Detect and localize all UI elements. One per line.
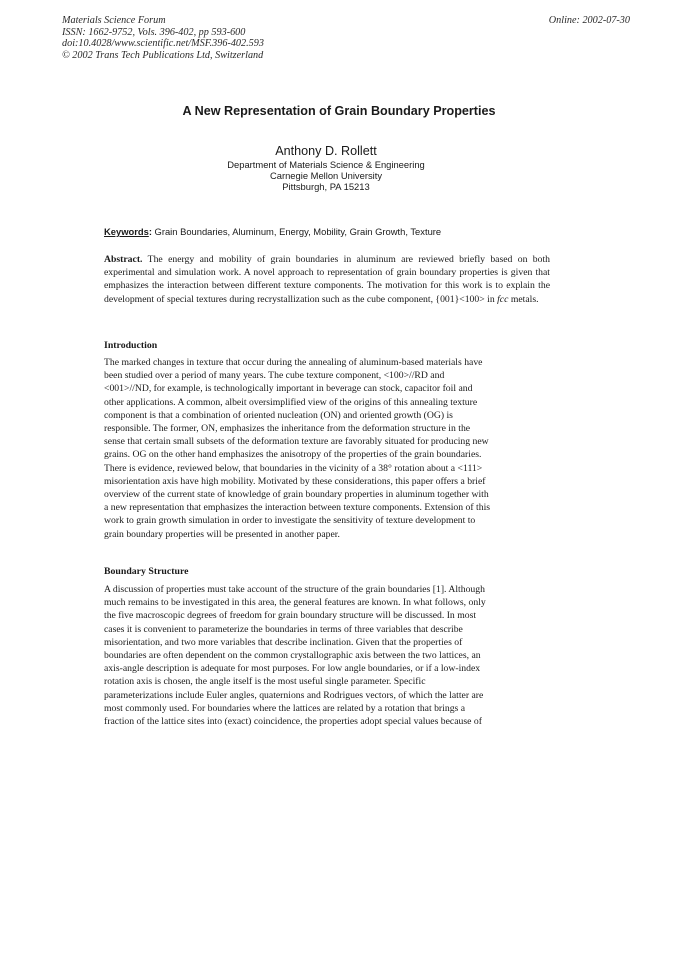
text-line: a new representation that emphasizes the interaction between texture components. Extension of this	[104, 502, 491, 514]
introduction-body	[104, 356, 550, 541]
text-line: boundaries are often dependent on the common crystallographic axis between the two lattices, an	[104, 650, 481, 662]
keywords-separator: :	[148, 226, 152, 237]
abstract	[104, 253, 550, 306]
text-line: misorientation, and two more variables that describe inclination. Given that the properties of	[104, 636, 463, 648]
affiliation-university: Carnegie Mellon University	[269, 170, 383, 182]
journal-header	[62, 15, 264, 61]
text-line: There is evidence, reviewed below, that boundaries in the vicinity of a 38° rotation about a <111>	[104, 462, 483, 474]
text-line: component is that a combination of oriented nucleation (ON) and oriented growth (OG) is	[104, 409, 453, 421]
text-line: overview of the current state of knowledge of grain boundary properties in aluminum together with	[104, 489, 489, 501]
text-line: misorientation axis have high mobility. Motivated by these considerations, this paper offers a brief	[104, 475, 486, 487]
text-line: fraction of the lattice sites into (exact) coincidence, the properties adopt special values because of	[104, 716, 482, 728]
text-line: grains. OG on the other hand emphasizes the anisotropy of the properties of the grain boundaries.	[104, 449, 482, 461]
author-name: Anthony D. Rollett	[275, 144, 377, 158]
abstract-fcc: fcc	[497, 293, 509, 305]
text-line: <001>//ND, for example, is technologically important in beverage can stock, capacitor foil and	[104, 383, 473, 395]
text-line: axis-angle description is adequate for most purposes. For low angle boundaries, or if a low-index	[104, 663, 481, 675]
journal-issn: ISSN: 1662-9752, Vols. 396-402, pp 593-600	[62, 26, 246, 38]
text-line: much remains to be investigated in this area, the general features are known. In what follows, only	[104, 597, 486, 609]
affiliation-address: Pittsburgh, PA 15213	[282, 181, 370, 193]
journal-doi[interactable]: doi:10.4028/www.scientific.net/MSF.396-402.593	[62, 38, 264, 50]
text-line: rotation axis is chosen, the angle itself is the most useful single parameter. Specific	[104, 676, 426, 688]
text-line: A discussion of properties must take account of the structure of the grain boundaries [1]. Although	[104, 584, 485, 595]
abstract-text: The energy and mobility of grain boundaries in aluminum are reviewed briefly based on both experimental and simulation work. A novel approach to representation of grain boundary properties is given that emphasizes the interaction between different texture components. The motivation for this work is to explain the development of special textures during recrystallization such as the cube component, {001}<100> in	[104, 254, 550, 305]
paper-title: A New Representation of Grain Boundary Properties	[182, 104, 496, 118]
text-line: cases it is convenient to parameterize the boundaries in terms of three variables that describe	[104, 623, 463, 635]
text-line: The marked changes in texture that occur during the annealing of aluminum-based materials have	[104, 357, 483, 368]
text-line: work to grain growth simulation in order to investigate the sensitivity of texture development to	[104, 515, 476, 527]
boundary-structure-body	[104, 583, 550, 728]
keywords-text: Grain Boundaries, Aluminum, Energy, Mobility, Grain Growth, Texture	[151, 226, 442, 237]
affiliation-department: Department of Materials Science & Engineering	[227, 159, 425, 170]
text-line: responsible. The former, ON, emphasizes the inheritance from the deformation structure in the	[104, 423, 471, 435]
abstract-tail: metals.	[508, 293, 539, 305]
text-line: the five macroscopic degrees of freedom for grain boundary structure will be discussed. In most	[104, 610, 477, 622]
boundary-structure-heading: Boundary Structure	[104, 566, 189, 577]
keywords-label: Keywords	[104, 226, 149, 237]
text-line: been studied over a period of many years. The cube texture component, <100>//RD and	[104, 370, 445, 382]
keywords	[104, 226, 564, 237]
text-line: most commonly used. For boundaries where the lattices are related by a rotation that brings a	[104, 702, 466, 714]
text-line: grain boundary properties will be presented in another paper.	[104, 528, 340, 540]
abstract-label: Abstract.	[104, 254, 143, 265]
online-date: Online: 2002-07-30	[548, 15, 630, 26]
author-affiliation	[0, 159, 652, 193]
text-line: parameterizations include Euler angles, quaternions and Rodrigues vectors, of which the latter are	[104, 689, 484, 701]
introduction-heading: Introduction	[104, 340, 158, 351]
text-line: other applications. A common, albeit oversimplified view of the origins of this annealing texture	[104, 396, 478, 408]
text-line: sense that certain small subsets of the deformation texture are favorably situated for producing new	[104, 436, 489, 448]
journal-name: Materials Science Forum	[62, 15, 166, 26]
journal-copyright: © 2002 Trans Tech Publications Ltd, Switzerland	[62, 49, 264, 61]
